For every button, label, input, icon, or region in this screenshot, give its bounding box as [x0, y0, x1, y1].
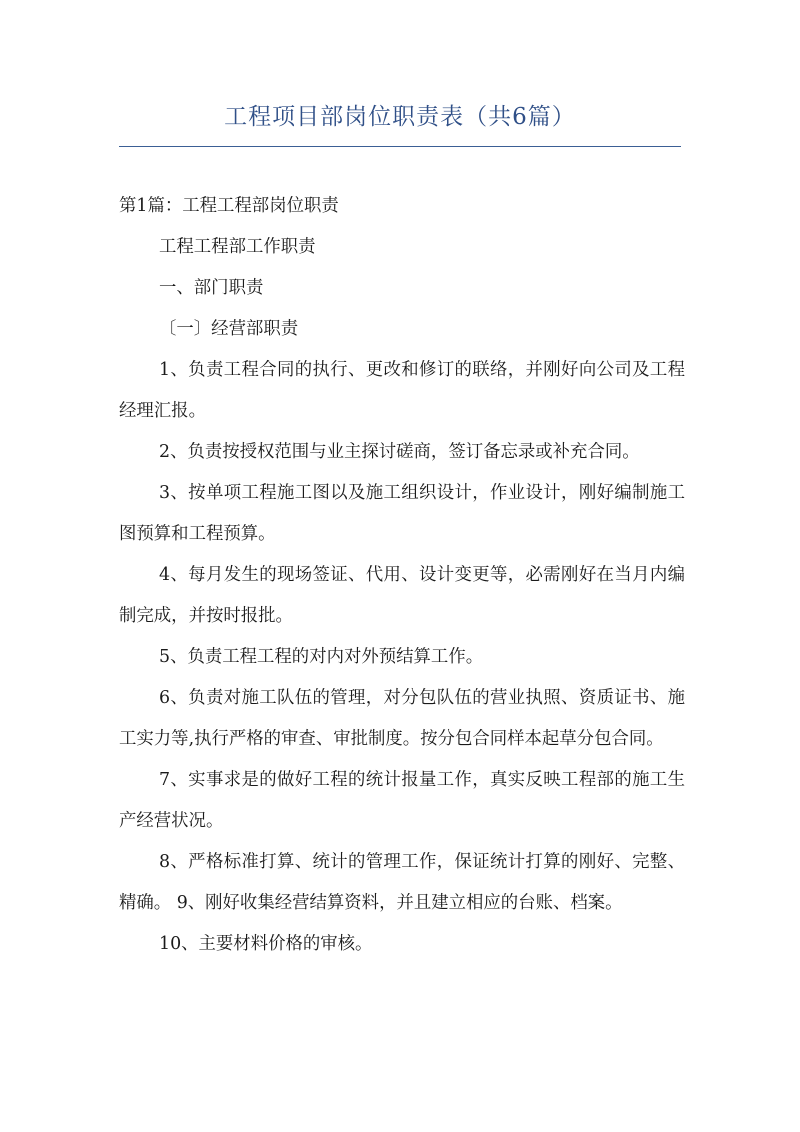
list-item: 2、负责按授权范围与业主探讨磋商，签订备忘录或补充合同。	[159, 442, 640, 462]
sub-heading: 〔一〕经营部职责	[159, 319, 299, 339]
part-heading: 一、部门职责	[159, 278, 264, 298]
list-item: 1、负责工程合同的执行、更改和修订的联络，并刚好向公司及工程经理汇报。	[119, 360, 685, 421]
list-item: 8、严格标准打算、统计的管理工作，保证统计打算的刚好、完整、精确。 9、刚好收集经营结算资料，并且建立相应的台账、档案。	[119, 852, 685, 913]
list-item: 7、实事求是的做好工程的统计报量工作，真实反映工程部的施工生产经营状况。	[119, 770, 685, 831]
subtitle: 工程工程部工作职责	[159, 237, 316, 257]
list-item: 10、主要材料价格的审核。	[159, 934, 373, 954]
list-item: 3、按单项工程施工图以及施工组织设计，作业设计，刚好编制施工图预算和工程预算。	[119, 483, 685, 544]
list-item: 6、负责对施工队伍的管理，对分包队伍的营业执照、资质证书、施工实力等,执行严格的审查、审批制度。按分包合同样本起草分包合同。	[119, 688, 685, 749]
document-title: 工程项目部岗位职责表（共6篇）	[224, 104, 576, 130]
title-underline	[119, 146, 681, 147]
list-item: 5、负责工程工程的对内对外预结算工作。	[159, 647, 484, 667]
document-body	[119, 186, 685, 965]
section-heading: 第1篇：工程工程部岗位职责	[119, 196, 339, 216]
list-item: 4、每月发生的现场签证、代用、设计变更等，必需刚好在当月内编制完成，并按时报批。	[119, 565, 685, 626]
